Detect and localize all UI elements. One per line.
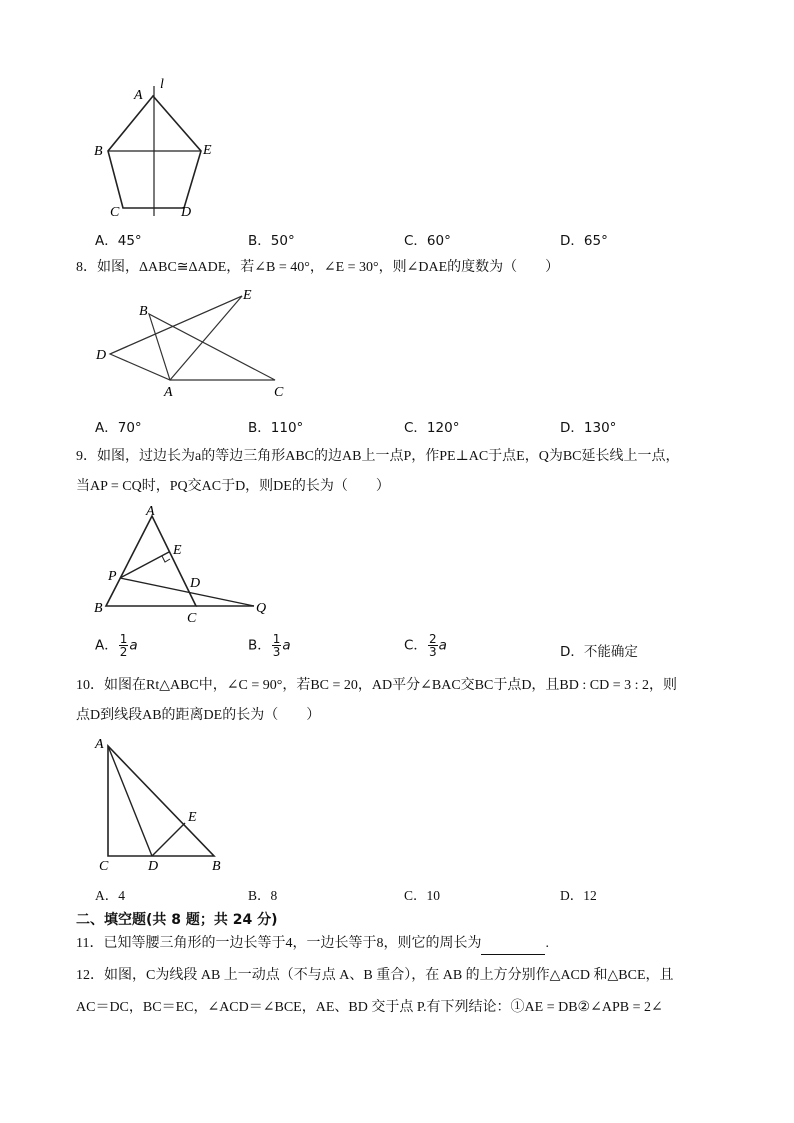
label-a: A [95,737,104,752]
label-b: B [94,601,103,616]
section-heading: 二、填空题(共 8 题；共 24 分) [76,912,278,928]
segment-pq [120,578,254,606]
figure-8-triangles [92,284,292,400]
label-a: A [146,504,155,519]
q11-text: 11．已知等腰三角形的一边长等于4，一边长等于8，则它的周长为 . [76,933,549,955]
q10-option-d[interactable]: D．12 [560,888,597,903]
q8-option-c[interactable]: C．120° [404,420,460,436]
label-e: E [173,543,182,558]
label-d: D [148,859,159,874]
segment-ad [108,746,152,856]
triangle-ade [110,296,242,380]
triangle-abc [108,746,214,856]
figure-7-pentagon [88,74,228,222]
q7-option-d[interactable]: D．65° [560,233,608,249]
segment-de [152,823,185,856]
label-a: A [164,385,173,400]
figure-10-right-triangle [90,732,230,874]
q7-option-c[interactable]: C．60° [404,233,451,249]
label-b: B [212,859,221,874]
label-e: E [188,810,197,825]
q11-answer-blank[interactable] [481,940,545,955]
label-c: C [187,611,197,626]
label-d: D [181,205,192,220]
q10-option-b[interactable]: B．8 [248,888,278,903]
right-angle-mark [162,556,170,562]
figure-9-triangle [90,502,280,628]
q9-option-c[interactable]: C． $\frac{2}{3}$ a [404,632,447,659]
q7-option-b[interactable]: B．50° [248,233,295,249]
q8-option-d[interactable]: D．130° [560,420,617,436]
q9-option-d[interactable]: D．不能确定 [560,644,638,660]
q9-line-1: 9．如图，过边长为a的等边三角形ABC的边AB上一点P，作PE⊥AC于点E，Q为BC延长线上一点， [76,449,680,464]
label-a: A [134,88,143,103]
q7-option-a[interactable]: A．45° [95,233,142,249]
q9-line-2: 当AP = CQ时，PQ交AC于D，则DE的长为（ ） [76,479,390,494]
label-e: E [243,288,252,303]
label-p: P [108,569,117,584]
q10-line-1: 10．如图在Rt△ABC中，∠C = 90°，若BC = 20，AD平分∠BAC交BC于点D，且BD : CD = 3 : 2，则 [76,678,678,693]
q9-option-b[interactable]: B． $\frac{1}{3}$ a [248,632,291,659]
q8-option-a[interactable]: A．70° [95,420,142,436]
q8-option-b[interactable]: B．110° [248,420,304,436]
label-q: Q [256,601,267,616]
label-l: l [160,77,164,92]
q10-option-a[interactable]: A．4 [95,888,125,903]
label-b: B [94,144,103,159]
q10-line-2: 点D到线段AB的距离DE的长为（ ） [76,708,321,723]
q12-line-1: 12．如图，C为线段 AB 上一动点（不与点 A、B 重合），在 AB 的上方分别作△ACD 和△BCE，且 [76,968,674,983]
label-b: B [139,304,148,319]
label-e: E [203,143,212,158]
q12-line-2: AC＝DC，BC＝EC，∠ACD＝∠BCE，AE、BD 交于点 P.有下列结论：①AE = DB②∠APB = 2∠ [76,1000,663,1015]
label-c: C [274,385,284,400]
label-d: D [96,348,107,363]
q8-text: 8．如图，ΔABC≅ΔADE，若∠B = 40°，∠E = 30°，则∠DAE的度数为（ ） [76,260,560,275]
label-c: C [110,205,120,220]
q9-option-a[interactable]: A． $\frac{1}{2}$ a [95,632,138,659]
triangle-abc [149,314,275,380]
label-c: C [99,859,109,874]
label-d: D [190,576,201,591]
q10-option-c[interactable]: C．10 [404,888,441,903]
